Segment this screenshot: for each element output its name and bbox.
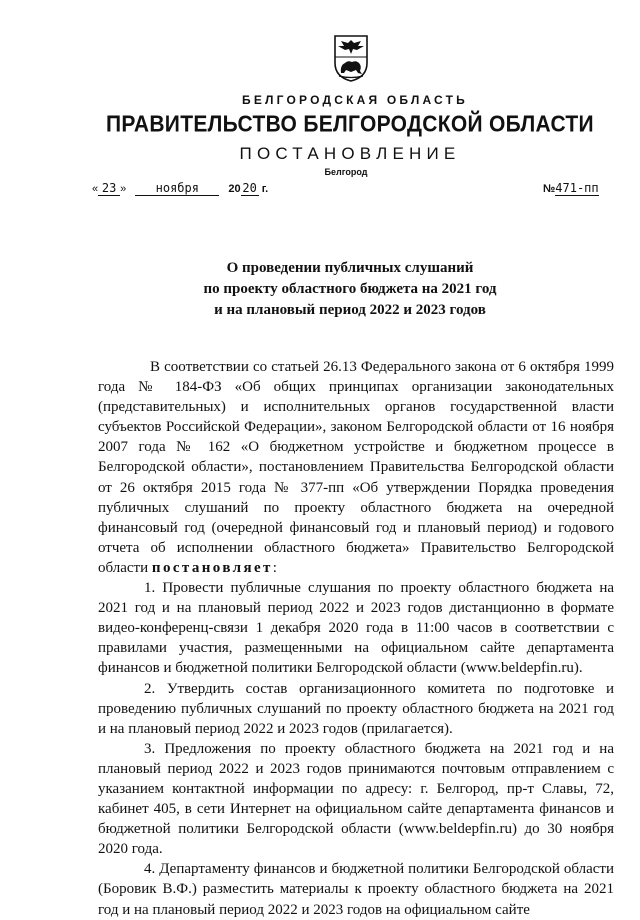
region-name: БЕЛГОРОДСКАЯ ОБЛАСТЬ — [242, 93, 468, 107]
date-close-quote: » — [120, 183, 127, 195]
document-title — [0, 258, 640, 321]
title-line-1: О проведении публичных слушаний — [226, 260, 474, 276]
resolves-word: постановляет — [151, 559, 273, 576]
document-date — [92, 181, 268, 196]
preamble-paragraph — [98, 357, 614, 578]
preamble-text: В соответствии со статьей 26.13 Федерального закона от 6 октября 1999 года № 184-ФЗ «Об общих принципах организации законодательных (представительных) и исполнительных органов государственной власти субъектов Российской Федерации», законом Белгородской области от 16 ноября 2007 года № 162 «О бюджетном устройстве и бюджетном процессе в Белгородской области», постановлением Правительства Белгородской области от 26 октября 2015 года № 377-пп «Об утверждении Порядка проведения публичных слушаний по проекту областного бюджета на очередной финансовый год (очередной финансовый год и плановый период) и годового отчета об исполнении областного бюджета» Правительство Белгородской области — [98, 359, 614, 576]
title-line-2: по проекту областного бюджета на 2021 год — [203, 281, 497, 297]
item-1-paragraph: 1. Провести публичные слушания по проекту областного бюджета на 2021 год и на плановый период 2022 и 2023 годов дистанционно в формате видео-конференц-связи 1 декабря 2020 года в 11:00 часов в соответствии с правилами участия, размещенными на официальном сайте департамента финансов и бюджетной политики Белгородской области (www.beldepfin.ru). — [98, 580, 614, 677]
document-number — [543, 181, 599, 195]
date-day: 23 — [98, 181, 120, 196]
number-prefix: № — [543, 183, 556, 195]
city-name: Белгород — [324, 167, 368, 177]
document-body — [98, 357, 614, 920]
date-open-quote: « — [92, 183, 99, 195]
date-year: 20 — [242, 181, 257, 195]
belgorod-coat-of-arms-icon — [331, 33, 371, 83]
item-4-paragraph: 4. Департаменту финансов и бюджетной политики Белгородской области (Боровик В.Ф.) разместить материалы к проекту областного бюджета на 2021 год и на плановый период 2022 и 2023 годов на официальном сайте — [98, 861, 614, 918]
title-line-3: и на плановый период 2022 и 2023 годов — [214, 302, 486, 318]
resolves-colon: : — [272, 559, 277, 576]
item-3-paragraph: 3. Предложения по проекту областного бюджета на 2021 год и на плановый период 2022 и 2023 годов принимаются почтовым отправлением с указанием контактной информации по адресу: г. Белгород, пр-т Славы, 72, кабинет 405, в сети Интернет на официальном сайте департамента финансов и бюджетной политики Белгородской области (www.beldepfin.ru) до 30 ноября 2020 года. — [98, 740, 614, 858]
government-name: ПРАВИТЕЛЬСТВО БЕЛГОРОДСКОЙ ОБЛАСТИ — [106, 112, 594, 137]
date-year-suffix: г. — [261, 183, 269, 195]
item-2-paragraph: 2. Утвердить состав организационного комитета по подготовке и проведению публичных слушаний по проекту областного бюджета на 2021 год и на плановый период 2022 и 2023 годов (прилагается). — [98, 680, 614, 737]
document-type: ПОСТАНОВЛЕНИЕ — [239, 144, 461, 163]
number-value: 471-пп — [555, 181, 599, 195]
date-month: ноября — [135, 181, 219, 196]
date-century: 20 — [228, 183, 241, 195]
